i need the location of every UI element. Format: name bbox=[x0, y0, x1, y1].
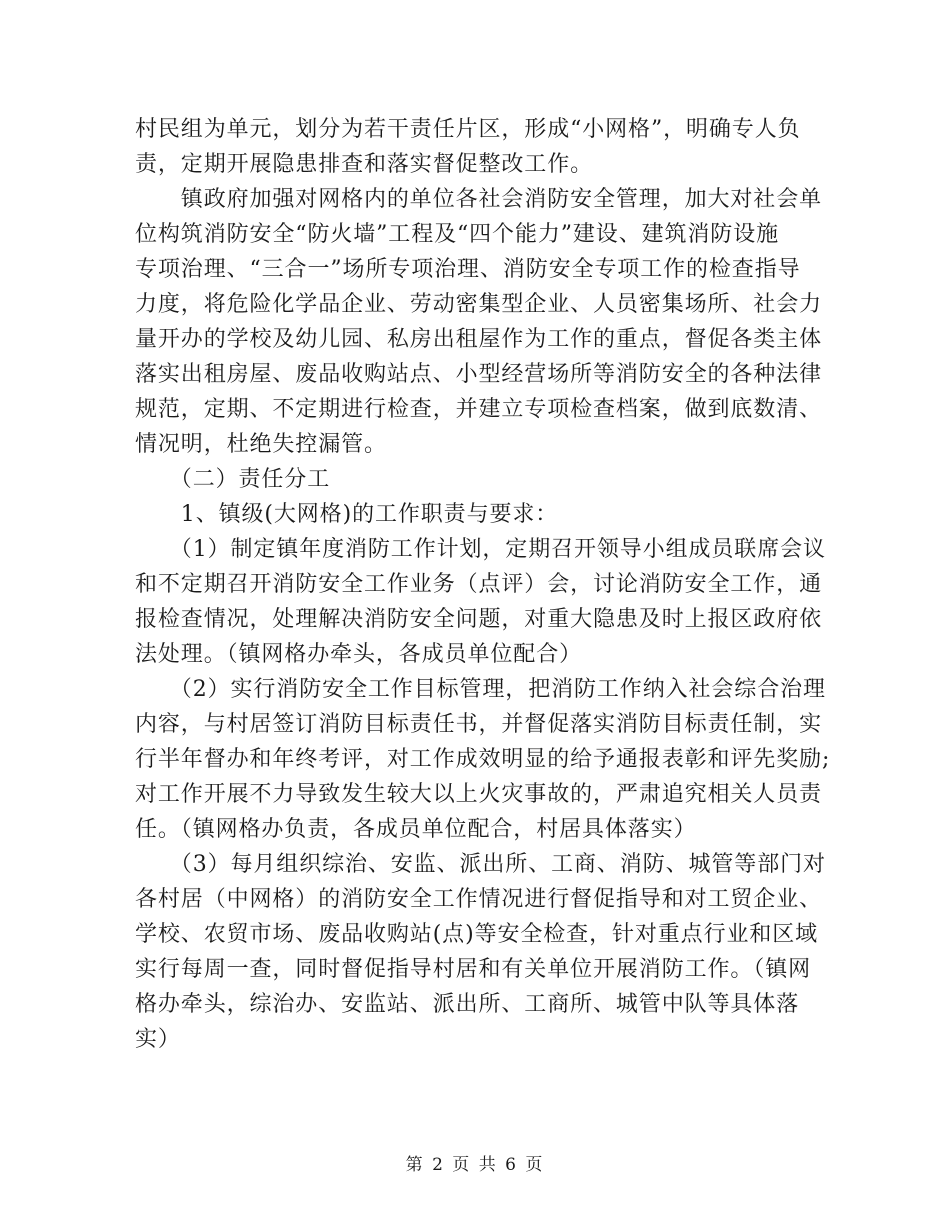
text-line: 责，定期开展隐患排查和落实督促整改工作。 bbox=[135, 152, 594, 177]
page-number-footer: 第 2 页 共 6 页 bbox=[405, 1155, 545, 1175]
text-line: 各村居（中网格）的消防安全工作情况进行督促指导和对工贸企业、 bbox=[135, 887, 823, 912]
text-line: 实） bbox=[135, 1027, 181, 1052]
text-line: 镇政府加强对网格内的单位各社会消防安全管理，加大对社会单 bbox=[135, 187, 823, 212]
text-line: 报检查情况，处理解决消防安全问题，对重大隐患及时上报区政府依 bbox=[135, 607, 823, 632]
text-line: 专项治理、“三合一”场所专项治理、消防安全专项工作的检查指导 bbox=[135, 257, 801, 282]
text-line: 法处理。（镇网格办牵头，各成员单位配合） bbox=[135, 642, 583, 667]
text-line: 内容，与村居签订消防目标责任书，并督促落实消防目标责任制，实 bbox=[135, 712, 823, 737]
text-line: 行半年督办和年终考评，对工作成效明显的给予通报表彰和评先奖励; bbox=[135, 747, 831, 772]
text-line: 村民组为单元，划分为若干责任片区，形成“小网格”，明确专人负 bbox=[135, 117, 801, 142]
text-line: 对工作开展不力导致发生较大以上火灾事故的，严肃追究相关人员责 bbox=[135, 782, 823, 807]
text-line: 情况明，杜绝失控漏管。 bbox=[135, 432, 387, 457]
text-line: 格办牵头，综治办、安监站、派出所、工商所、城管中队等具体落 bbox=[135, 992, 800, 1017]
text-line: 位构筑消防安全“防火墙”工程及“四个能力”建设、建筑消防设施 bbox=[135, 222, 779, 247]
text-line: 规范，定期、不定期进行检查，并建立专项检查档案，做到底数清、 bbox=[135, 397, 823, 422]
section-heading: （二）责任分工 bbox=[135, 467, 331, 492]
text-line: 任。（镇网格办负责，各成员单位配合，村居具体落实） bbox=[135, 817, 697, 842]
text-line: 量开办的学校及幼儿园、私房出租屋作为工作的重点，督促各类主体 bbox=[135, 327, 823, 352]
subsection-heading: 1、镇级(大网格)的工作职责与要求： bbox=[135, 502, 559, 527]
text-line: 落实出租房屋、废品收购站点、小型经营场所等消防安全的各种法律 bbox=[135, 362, 823, 387]
text-line: 和不定期召开消防安全工作业务（点评）会，讨论消防安全工作，通 bbox=[135, 572, 823, 597]
text-line: 学校、农贸市场、废品收购站(点)等安全检查，针对重点行业和区域 bbox=[135, 922, 819, 947]
text-line: （1）制定镇年度消防工作计划，定期召开领导小组成员联席会议 bbox=[135, 537, 826, 562]
text-line: 实行每周一查，同时督促指导村居和有关单位开展消防工作。（镇网 bbox=[135, 957, 812, 982]
text-line: 力度，将危险化学品企业、劳动密集型企业、人员密集场所、社会力 bbox=[135, 292, 823, 317]
text-line: （3）每月组织综治、安监、派出所、工商、消防、城管等部门对 bbox=[135, 852, 826, 877]
text-line: （2）实行消防安全工作目标管理，把消防工作纳入社会综合治理 bbox=[135, 677, 826, 702]
